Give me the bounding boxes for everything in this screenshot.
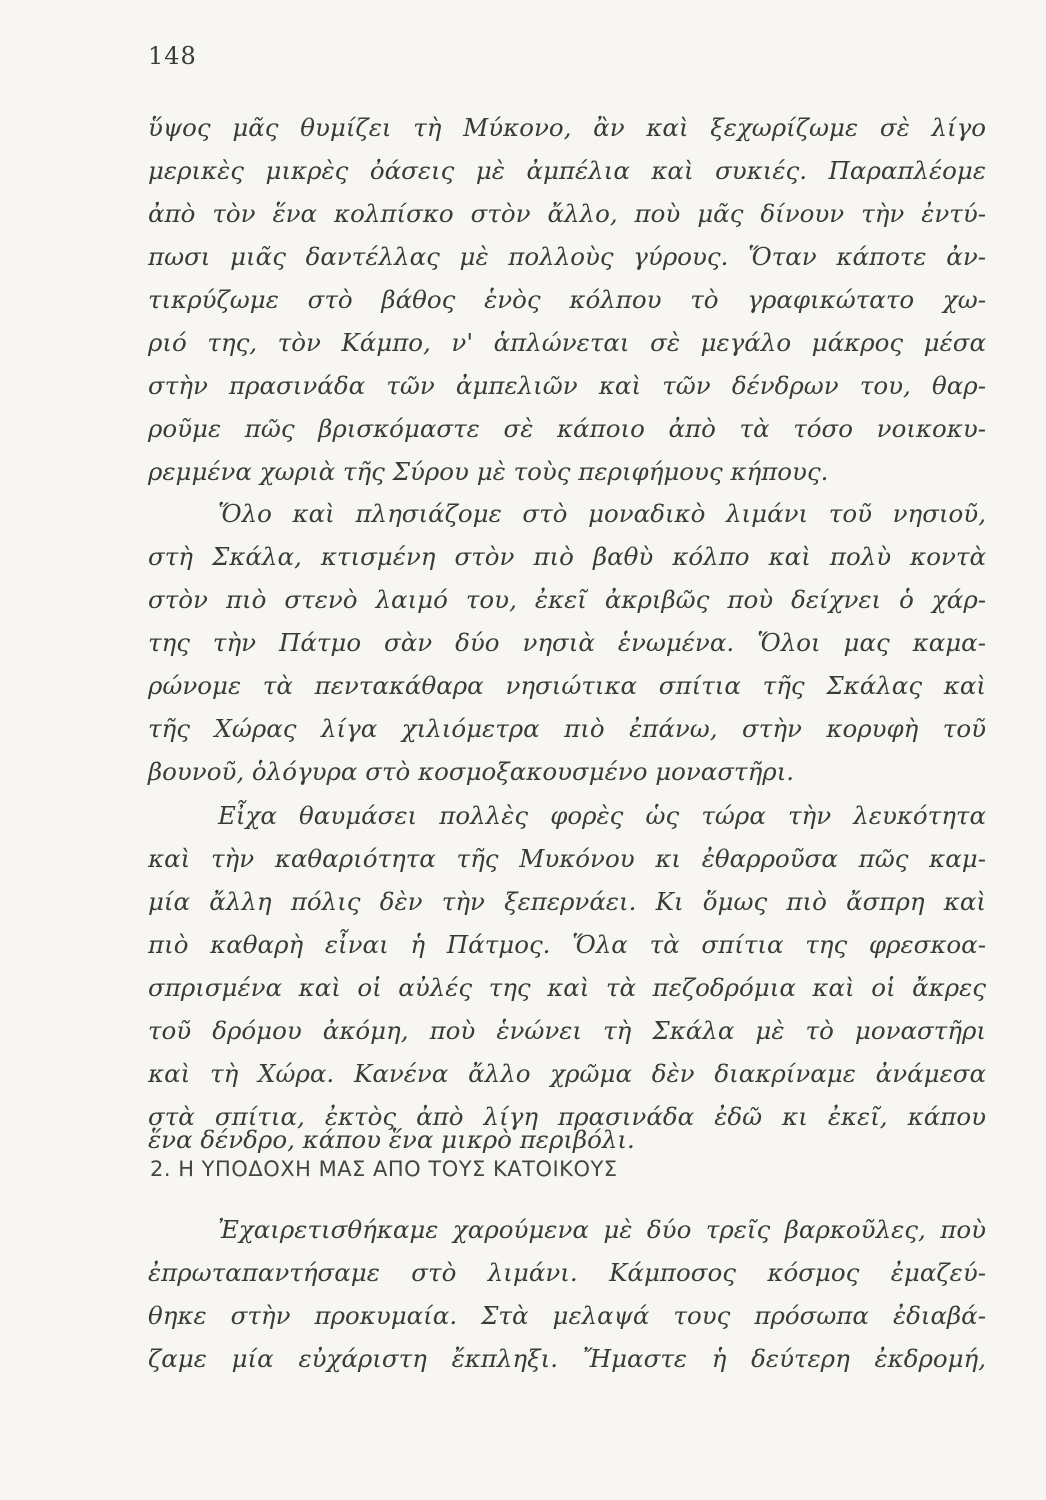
text-line: βουνοῦ, ὁλόγυρα στὸ κοσμοξακουσμένο μοναστῆρι. <box>148 757 795 786</box>
text-line: τῆς Χώρας λίγα χιλιόμετρα πιὸ ἐπάνω, στὴν κορυφὴ τοῦ <box>148 714 986 743</box>
text-line: ρεμμένα χωριὰ τῆς Σύρου μὲ τοὺς περιφήμους κήπους. <box>148 457 829 486</box>
text-line: μία ἄλλη πόλις δὲν τὴν ξεπερνάει. Κι ὅμως πιὸ ἄσπρη καὶ <box>148 887 986 916</box>
text-line: στὴν πρασινάδα τῶν ἀμπελιῶν καὶ τῶν δένδρων του, θαρ- <box>148 371 986 400</box>
text-line: μερικὲς μικρὲς ὀάσεις μὲ ἀμπέλια καὶ συκιές. Παραπλέομε <box>148 156 986 185</box>
text-line: θηκε στὴν προκυμαία. Στὰ μελαψά τους πρόσωπα ἐδιαβά- <box>148 1301 986 1330</box>
page-number: 148 <box>148 42 197 70</box>
text-line: τοῦ δρόμου ἀκόμη, ποὺ ἑνώνει τὴ Σκάλα μὲ τὸ μοναστῆρι <box>148 1016 986 1045</box>
text-line: Ὅλο καὶ πλησιάζομε στὸ μοναδικὸ λιμάνι τοῦ νησιοῦ, <box>218 499 986 528</box>
text-line: τικρύζωμε στὸ βάθος ἑνὸς κόλπου τὸ γραφικώτατο χω- <box>148 285 986 314</box>
text-line: ριό της, τὸν Κάμπο, ν' ἁπλώνεται σὲ μεγάλο μάκρος μέσα <box>148 328 986 357</box>
text-line: σπρισμένα καὶ οἱ αὐλές της καὶ τὰ πεζοδρόμια καὶ οἱ ἄκρες <box>148 973 986 1002</box>
text-line: στὸν πιὸ στενὸ λαιμό του, ἐκεῖ ἀκριβῶς ποὺ δείχνει ὁ χάρ- <box>148 585 986 614</box>
text-line: καὶ τὴν καθαριότητα τῆς Μυκόνου κι ἐθαρροῦσα πῶς καμ- <box>148 844 986 873</box>
text-line: ἐπρωταπαντήσαμε στὸ λιμάνι. Κάμποσος κόσμος ἐμαζεύ- <box>148 1258 986 1287</box>
text-line: Ἐχαιρετισθήκαμε χαρούμενα μὲ δύο τρεῖς βαρκοῦλες, ποὺ <box>218 1215 986 1244</box>
text-line: πιὸ καθαρὴ εἶναι ἡ Πάτμος. Ὅλα τὰ σπίτια της φρεσκοα- <box>148 930 986 959</box>
text-line: ζαμε μία εὐχάριστη ἔκπληξι. Ἤμαστε ἡ δεύτερη ἐκδρομή, <box>148 1344 986 1373</box>
text-line: ὕψος μᾶς θυμίζει τὴ Μύκονο, ἂν καὶ ξεχωρίζωμε σὲ λίγο <box>148 113 986 142</box>
text-line: ροῦμε πῶς βρισκόμαστε σὲ κάποιο ἀπὸ τὰ τόσο νοικοκυ- <box>148 414 986 443</box>
text-line: της τὴν Πάτμο σὰν δύο νησιὰ ἑνωμένα. Ὅλοι μας καμα- <box>148 628 986 657</box>
text-line: στὰ σπίτια, ἐκτὸς ἀπὸ λίγη πρασινάδα ἐδῶ κι ἐκεῖ, κάπου <box>148 1102 986 1131</box>
text-line: ἀπὸ τὸν ἕνα κολπίσκο στὸν ἄλλο, ποὺ μᾶς δίνουν τὴν ἐντύ- <box>148 199 986 228</box>
text-line: καὶ τὴ Χώρα. Κανένα ἄλλο χρῶμα δὲν διακρίναμε ἀνάμεσα <box>148 1059 986 1088</box>
text-line: στὴ Σκάλα, κτισμένη στὸν πιὸ βαθὺ κόλπο καὶ πολὺ κοντὰ <box>148 542 986 571</box>
text-line: Εἶχα θαυμάσει πολλὲς φορὲς ὡς τώρα τὴν λευκότητα <box>218 801 986 830</box>
text-line: ἕνα δένδρο, κάπου ἕνα μικρὸ περιβόλι. <box>148 1125 635 1154</box>
text-line: ρώνομε τὰ πεντακάθαρα νησιώτικα σπίτια τῆς Σκάλας καὶ <box>148 671 986 700</box>
text-line: πωσι μιᾶς δαντέλλας μὲ πολλοὺς γύρους. Ὅταν κάποτε ἀν- <box>148 242 986 271</box>
section-heading: 2. Η ΥΠΟΔΟΧΗ ΜΑΣ ΑΠΟ ΤΟΥΣ ΚΑΤΟΙΚΟΥΣ <box>150 1157 618 1181</box>
